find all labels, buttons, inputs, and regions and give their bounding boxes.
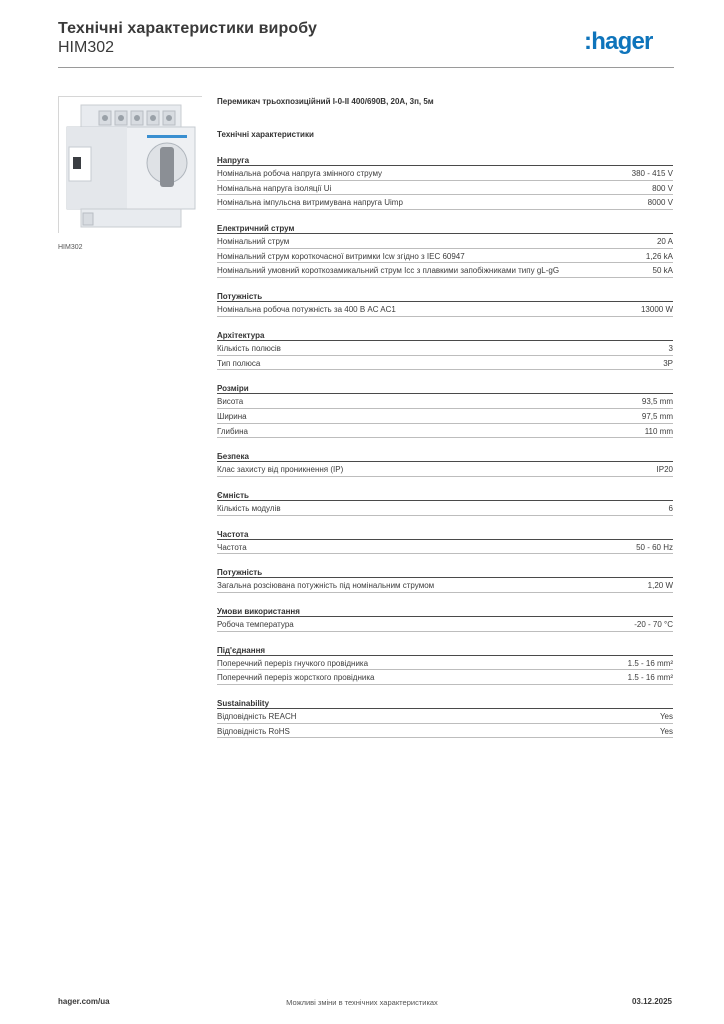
- spec-row: [217, 578, 673, 593]
- spec-label: Поперечний переріз жорсткого провідника: [217, 673, 375, 683]
- spec-label: Номінальний струм: [217, 237, 290, 247]
- spec-row: [217, 617, 673, 632]
- spec-label: Номінальна робоча напруга змінного струму: [217, 169, 383, 178]
- spec-value: 110 mm: [644, 426, 673, 436]
- spec-row: [217, 424, 673, 439]
- page-header: [58, 20, 674, 70]
- spec-section-title: Sustainability: [217, 698, 673, 709]
- spec-row: [217, 724, 673, 739]
- spec-value: 1.5 - 16 mm²: [627, 673, 673, 683]
- spec-section: [217, 223, 673, 278]
- spec-row: [217, 181, 673, 196]
- product-name: Перемикач трьохпозиційний I-0-II 400/690В, 20А, 3п, 5м: [217, 97, 434, 106]
- spec-section: [217, 606, 673, 632]
- spec-section-title: Частота: [217, 529, 673, 540]
- spec-section-title: Потужність: [217, 291, 673, 302]
- spec-value: 1,26 kA: [645, 251, 673, 261]
- spec-row: [217, 341, 673, 356]
- svg-text::hager: :hager: [584, 28, 653, 54]
- spec-row: [217, 356, 673, 371]
- spec-section: [217, 567, 673, 593]
- spec-label: Номінальна напруга ізоляції Ui: [217, 183, 332, 193]
- spec-row: [217, 263, 673, 278]
- spec-row: [217, 656, 673, 671]
- technical-characteristics-heading: Технічні характеристики: [217, 130, 314, 139]
- spec-value: 50 - 60 Hz: [636, 542, 673, 552]
- spec-label: Клас захисту від проникнення (IP): [217, 465, 344, 475]
- spec-sections: [217, 155, 673, 738]
- spec-row: [217, 540, 673, 555]
- spec-label: Ширина: [217, 411, 247, 421]
- spec-section: [217, 645, 673, 685]
- spec-value: 1,20 W: [647, 581, 673, 591]
- spec-value: Yes: [659, 726, 673, 736]
- spec-value: Yes: [659, 712, 673, 722]
- spec-label: Кількість модулів: [217, 503, 281, 513]
- spec-label: Номінальна імпульсна витримувана напруга Uimp: [217, 198, 403, 208]
- spec-section-title: Напруга: [217, 155, 673, 166]
- spec-row: [217, 670, 673, 685]
- spec-section-title: Розміри: [217, 383, 673, 394]
- spec-section-title: Потужність: [217, 567, 673, 578]
- spec-value: -20 - 70 °C: [634, 620, 673, 629]
- spec-section-title: Безпека: [217, 451, 673, 462]
- spec-value: 13000 W: [640, 305, 673, 315]
- spec-label: Номінальна робоча потужність за 400 В AC AC1: [217, 305, 396, 315]
- spec-section: [217, 330, 673, 370]
- spec-value: IP20: [656, 465, 673, 475]
- spec-label: Висота: [217, 397, 244, 407]
- spec-section: [217, 383, 673, 438]
- spec-row: [217, 409, 673, 424]
- spec-value: 97,5 mm: [641, 411, 673, 421]
- spec-label: Номінальний умовний короткозамикальний струм Icc з плавкими запобіжниками типу gL-gG: [217, 266, 560, 276]
- product-image: [58, 96, 202, 233]
- spec-section: [217, 698, 673, 738]
- spec-section: [217, 451, 673, 477]
- spec-value: 1.5 - 16 mm²: [627, 658, 673, 668]
- spec-value: 800 V: [652, 183, 673, 193]
- spec-section-title: Електричний струм: [217, 223, 673, 234]
- spec-label: Частота: [217, 542, 247, 552]
- spec-label: Номінальний струм короткочасної витримки Icw згідно з IEC 60947: [217, 251, 465, 261]
- spec-section-title: Ємність: [217, 490, 673, 501]
- footer-date: 03.12.2025: [631, 997, 672, 1006]
- spec-row: [217, 302, 673, 317]
- spec-label: Глибина: [217, 426, 248, 436]
- spec-label: Кількість полюсів: [217, 343, 281, 353]
- spec-row: [217, 195, 673, 210]
- spec-section: [217, 291, 673, 317]
- spec-value: 6: [668, 503, 673, 513]
- spec-value: 93,5 mm: [641, 397, 673, 407]
- hager-logo: [584, 28, 674, 54]
- specifications-content: [217, 97, 673, 738]
- spec-label: Загальна розсіювана потужність під номінальним струмом: [217, 581, 435, 591]
- spec-row: [217, 394, 673, 409]
- spec-section-title: Умови використання: [217, 606, 673, 617]
- spec-row: [217, 462, 673, 477]
- document-title: Технічні характеристики виробу: [58, 20, 317, 37]
- spec-row: [217, 249, 673, 264]
- spec-row: [217, 234, 673, 249]
- product-image-caption: HIM302: [58, 244, 83, 251]
- spec-section-title: Під'єднання: [217, 645, 673, 656]
- spec-section: [217, 155, 673, 210]
- spec-value: 20 A: [656, 237, 673, 247]
- spec-label: Поперечний переріз гнучкого провідника: [217, 658, 369, 668]
- spec-value: 8000 V: [647, 198, 673, 208]
- footer-disclaimer: Можливі зміни в технічних характеристиках: [286, 998, 438, 1007]
- footer-website: hager.com/ua: [58, 997, 110, 1006]
- document-subtitle: HIM302: [58, 39, 115, 56]
- spec-label: Відповідність REACH: [217, 712, 297, 722]
- spec-label: Тип полюса: [217, 358, 261, 368]
- spec-row: [217, 166, 673, 181]
- spec-section: [217, 529, 673, 555]
- spec-value: 50 kA: [652, 266, 673, 276]
- spec-row: [217, 501, 673, 516]
- header-divider: [58, 67, 674, 68]
- spec-row: [217, 709, 673, 724]
- spec-label: Відповідність RoHS: [217, 726, 290, 736]
- spec-section-title: Архітектура: [217, 330, 673, 341]
- spec-value: 3P: [663, 358, 673, 368]
- spec-value: 380 - 415 V: [631, 169, 673, 178]
- spec-value: 3: [668, 343, 673, 353]
- spec-label: Робоча температура: [217, 620, 294, 629]
- spec-section: [217, 490, 673, 516]
